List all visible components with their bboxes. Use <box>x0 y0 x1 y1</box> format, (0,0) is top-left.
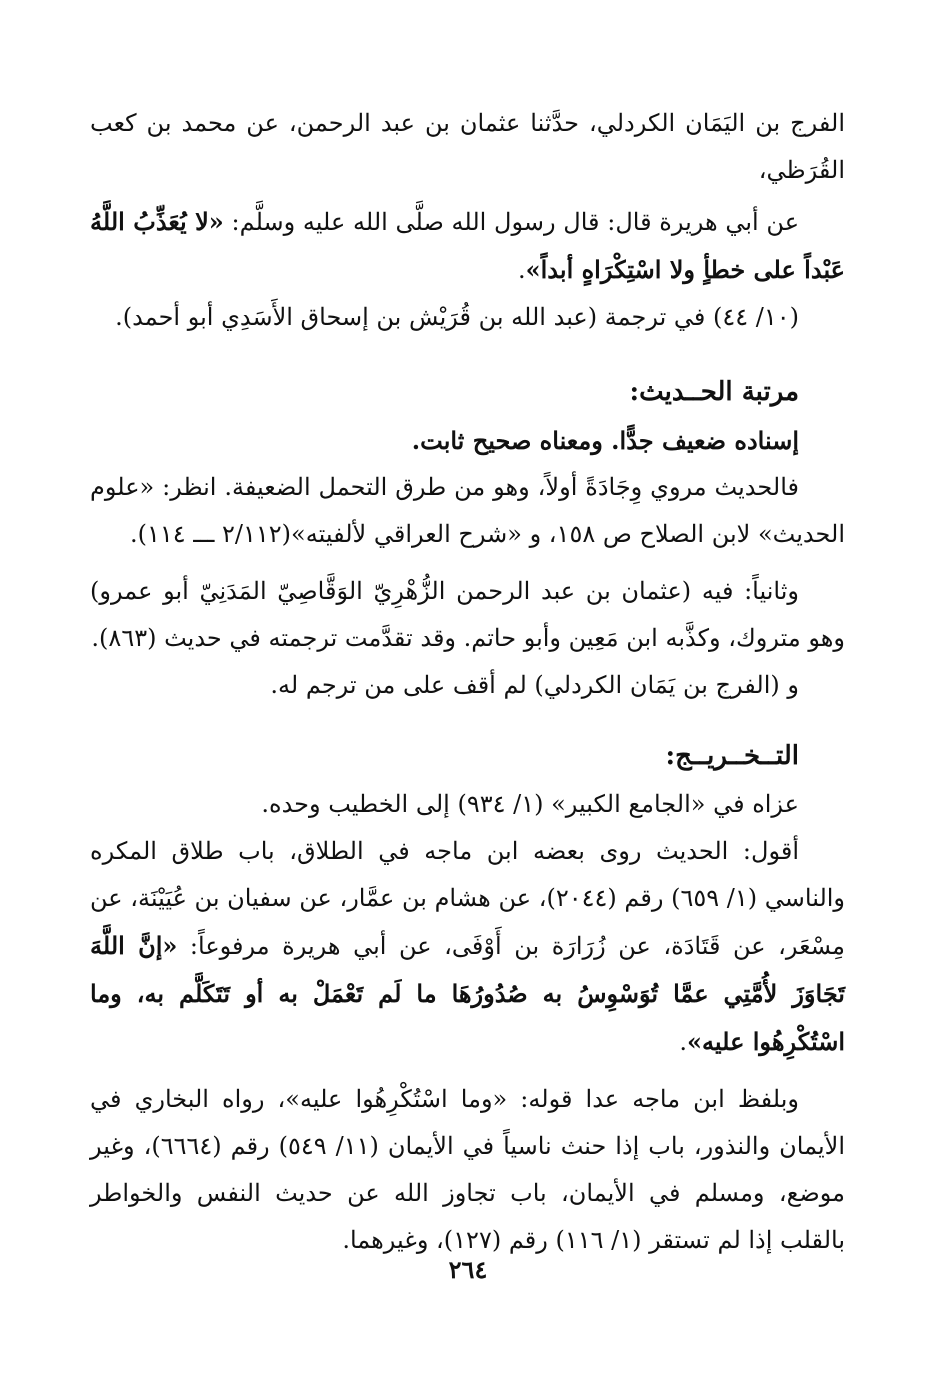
section-heading-takhrij: التــخــريــج: <box>665 741 799 771</box>
paragraph-source-ref: (١٠/ ٤٤) في ترجمة (عبد الله بن قُرَيْش بن إسحاق الأَسَدِي أبو أحمد). <box>115 303 799 331</box>
paragraph-chain: الفرج بن اليَمَان الكردلي، حدَّثنا عثمان بن عبد الرحمن، عن محمد بن كعب القُرَظي، <box>90 109 845 184</box>
paragraph-hadith-text <box>90 198 845 294</box>
ibn-majah-chain: أقول: الحديث روى بعضه ابن ماجه في الطلاق، باب طلاق المكره والناسي (١/ ٦٥٩) رقم (٢٠٤٤)، عن هشام بن عمَّار، عن سفيان بن عُيَيْنَة، عن مِسْعَر، عن قَتَادَة، عن زُرَارَة بن أَوْفَى، عن أبي هريرة مرفوعاً: <box>90 837 846 960</box>
paragraph-uthman: وثانياً: فيه (عثمان بن عبد الرحمن الزُّهْرِيّ الوَقَّاصِيّ المَدَنِيّ أبو عمرو) وهو متروك، وكذَّبه ابن مَعِين وأبو حاتم. وقد تقدَّمت ترجمته في حديث (٨٦٣). <box>90 577 845 652</box>
paragraph-ibn-majah <box>90 828 845 1066</box>
hadith-quote: «لا يُعَذِّبُ اللَّهُ عَبْداً على خطأٍ ولا اسْتِكْرَاهٍ أبداً» <box>90 207 845 284</box>
ibn-majah-end: . <box>679 1028 688 1056</box>
section-heading-hadith-grade: مرتبة الحــديث: <box>629 377 799 407</box>
paragraph-wijada: فالحديث مروي وِجَادَةً أولاً، وهو من طرق التحمل الضعيفة. انظر: «علوم الحديث» لابن الصلاح ص ١٥٨، و «شرح العراقي لألفيته»(٢/١١٢ ـــ ١١٤). <box>90 473 845 548</box>
hadith-end: . <box>518 256 526 284</box>
paragraph-faraj: و (الفرج بن يَمَان الكردلي) لم أقف على من ترجم له. <box>270 671 799 699</box>
paragraph-bukhari-muslim: وبلفظ ابن ماجه عدا قوله: «وما اسْتُكْرِهُوا عليه»، رواه البخاري في الأيمان والنذور، باب إذا حنث ناسياً في الأيمان (١١/ ٥٤٩) رقم (٦٦٦٤)، وغير موضع، ومسلم في الأيمان، باب تجاوز الله عن حديث النفس والخواطر بالقلب إذا لم تستقر (١/ ١١٦) رقم (١٢٧)، وغيرهما. <box>90 1085 845 1254</box>
page-number: ٢٦٤ <box>448 1255 488 1284</box>
hadith-intro: عن أبي هريرة قال: قال رسول الله صلَّى الله عليه وسلَّم: <box>223 208 800 236</box>
paragraph-verdict: إسناده ضعيف جدًّا. ومعناه صحيح ثابت. <box>411 426 799 455</box>
ibn-majah-quote: «إنَّ اللَّهَ تَجَاوَزَ لأُمَّتِي عمَّا تُوَسْوِسُ به صُدُورُهَا ما لَم تَعْمَلْ به أو تَتَكَلَّم به، وما اسْتُكْرِهُوا عليه» <box>90 931 845 1056</box>
paragraph-jami-kabir: عزاه في «الجامع الكبير» (١/ ٩٣٤) إلى الخطيب وحده. <box>261 790 799 818</box>
page-body <box>90 100 845 1264</box>
